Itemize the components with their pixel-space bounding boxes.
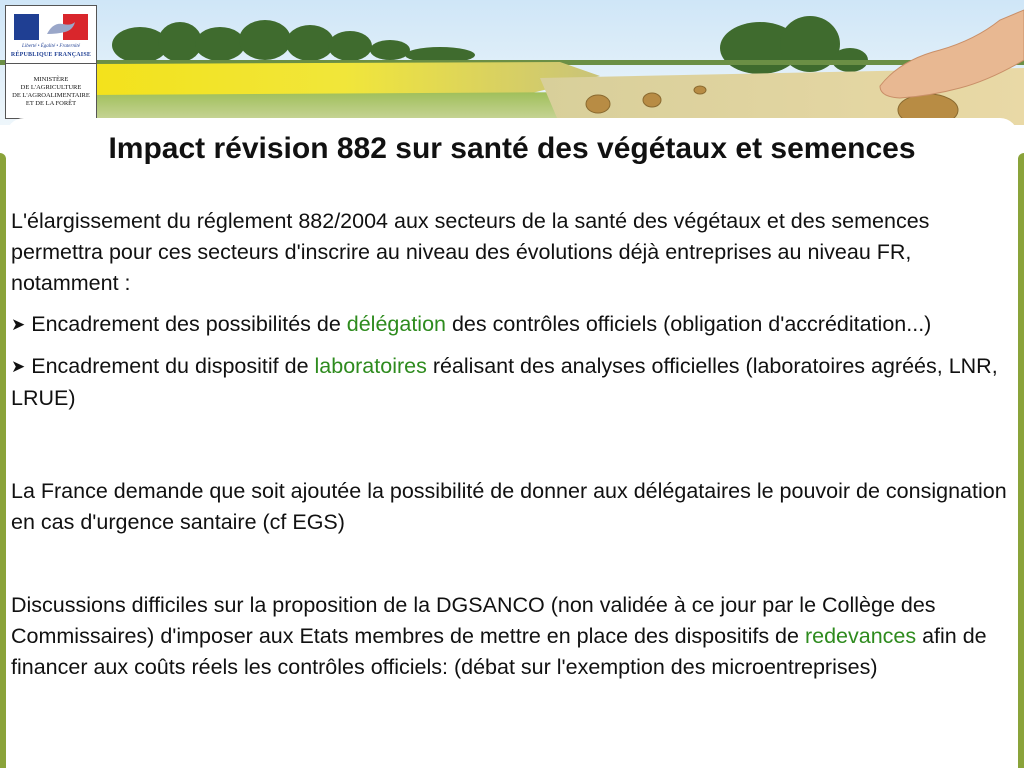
intro-paragraph: L'élargissement du réglement 882/2004 aux secteurs de la santé des végétaux et des semences permettra pour ces secteurs d'inscrire au niveau des évolutions déjà entreprises au niveau FR, notamment : <box>11 209 930 295</box>
arrow-bullet-icon: ➤ <box>11 315 26 334</box>
header-banner <box>0 0 1024 125</box>
ministry-name <box>6 76 96 108</box>
bullet-item <box>11 351 1013 414</box>
republique-francaise-mark <box>6 6 96 64</box>
ministry-logo <box>5 5 97 119</box>
motto-text: Liberté • Égalité • Fraternité <box>22 44 80 49</box>
bullet-text: réalisant des analyses officielles (laboratoires agréés, LNR, LRUE) <box>11 354 998 410</box>
republique-text: RÉPUBLIQUE FRANÇAISE <box>10 52 92 58</box>
ministry-line: MINISTÈRE <box>33 76 69 83</box>
paragraph-text: afin de financer aux coûts réels les contrôles officiels: (débat sur l'exemption des microentreprises) <box>11 624 987 679</box>
paragraph-text: Discussions difficiles sur la proposition de la DGSANCO (non validée à ce jour par le Collège des Commissaires) d'imposer aux Etats membres de mettre en place des dispositifs de <box>11 593 936 648</box>
marianne-icon <box>43 20 79 36</box>
bullet-text: Encadrement du dispositif de <box>31 354 315 378</box>
bullet-text: des contrôles officiels (obligation d'accréditation...) <box>446 312 932 336</box>
france-request-paragraph: La France demande que soit ajoutée la possibilité de donner aux délégataires le pouvoir de consignation en cas d'urgence santaire (cf EGS) <box>11 479 1007 534</box>
ministry-line: DE L'AGROALIMENTAIRE <box>12 92 90 99</box>
right-accent-border <box>1018 153 1024 768</box>
arrow-bullet-icon: ➤ <box>11 357 26 376</box>
highlight-laboratoires: laboratoires <box>314 354 427 378</box>
slide-body <box>11 206 1013 683</box>
highlight-delegation: délégation <box>346 312 446 336</box>
french-flag-icon <box>14 14 88 40</box>
slide-title: Impact révision 882 sur santé des végétaux et semences <box>108 132 916 165</box>
ministry-line: DE L'AGRICULTURE <box>20 84 82 91</box>
bullet-text: Encadrement des possibilités de <box>31 312 347 336</box>
ministry-line: ET DE LA FORÊT <box>25 100 77 107</box>
highlight-redevances: redevances <box>804 624 917 648</box>
bullet-item <box>11 309 1013 341</box>
landscape-image <box>0 0 1024 125</box>
discussions-paragraph <box>11 590 1013 683</box>
